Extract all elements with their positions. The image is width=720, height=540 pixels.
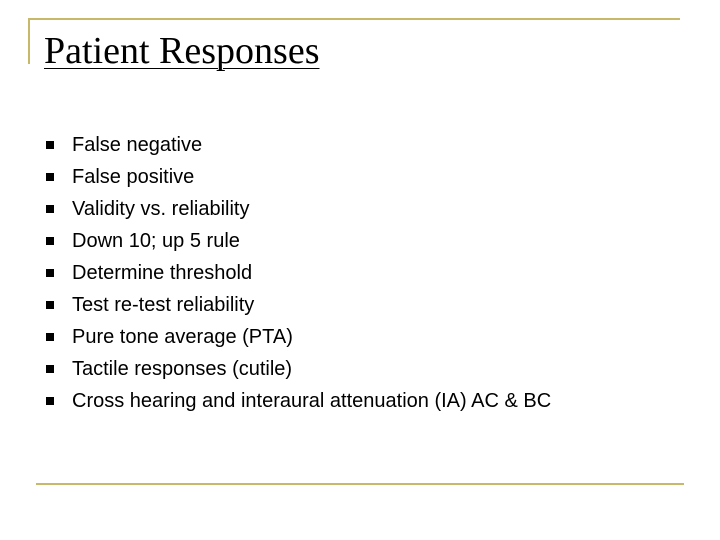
bullet-item (40, 289, 551, 321)
square-bullet-icon (46, 365, 54, 373)
bullet-text: Pure tone average (PTA) (72, 325, 293, 348)
bullet-item (40, 225, 551, 257)
bullet-item (40, 161, 551, 193)
bullet-text: Tactile responses (cutile) (72, 357, 293, 380)
square-bullet-icon (46, 205, 54, 213)
square-bullet-icon (46, 141, 54, 149)
square-bullet-icon (46, 333, 54, 341)
bullet-text: Validity vs. reliability (72, 197, 250, 220)
bullet-item (40, 257, 551, 289)
bullet-list (40, 129, 551, 417)
bullet-text: False negative (72, 133, 203, 156)
square-bullet-icon (46, 269, 54, 277)
bullet-text: False positive (72, 165, 195, 188)
slide-title: Patient Responses (44, 30, 320, 72)
bullet-text: Determine threshold (72, 261, 253, 284)
square-bullet-icon (46, 173, 54, 181)
top-border-line (28, 18, 680, 20)
bullet-item (40, 129, 551, 161)
bullet-item (40, 353, 551, 385)
left-border-line (28, 18, 30, 64)
square-bullet-icon (46, 301, 54, 309)
bullet-item (40, 385, 551, 417)
bullet-item (40, 321, 551, 353)
bullet-text: Test re-test reliability (72, 293, 255, 316)
bullet-text: Down 10; up 5 rule (72, 229, 240, 252)
bottom-border-line (36, 483, 684, 485)
bullet-text: Cross hearing and interaural attenuation (IA) AC & BC (72, 389, 552, 412)
square-bullet-icon (46, 397, 54, 405)
bullet-item (40, 193, 551, 225)
square-bullet-icon (46, 237, 54, 245)
